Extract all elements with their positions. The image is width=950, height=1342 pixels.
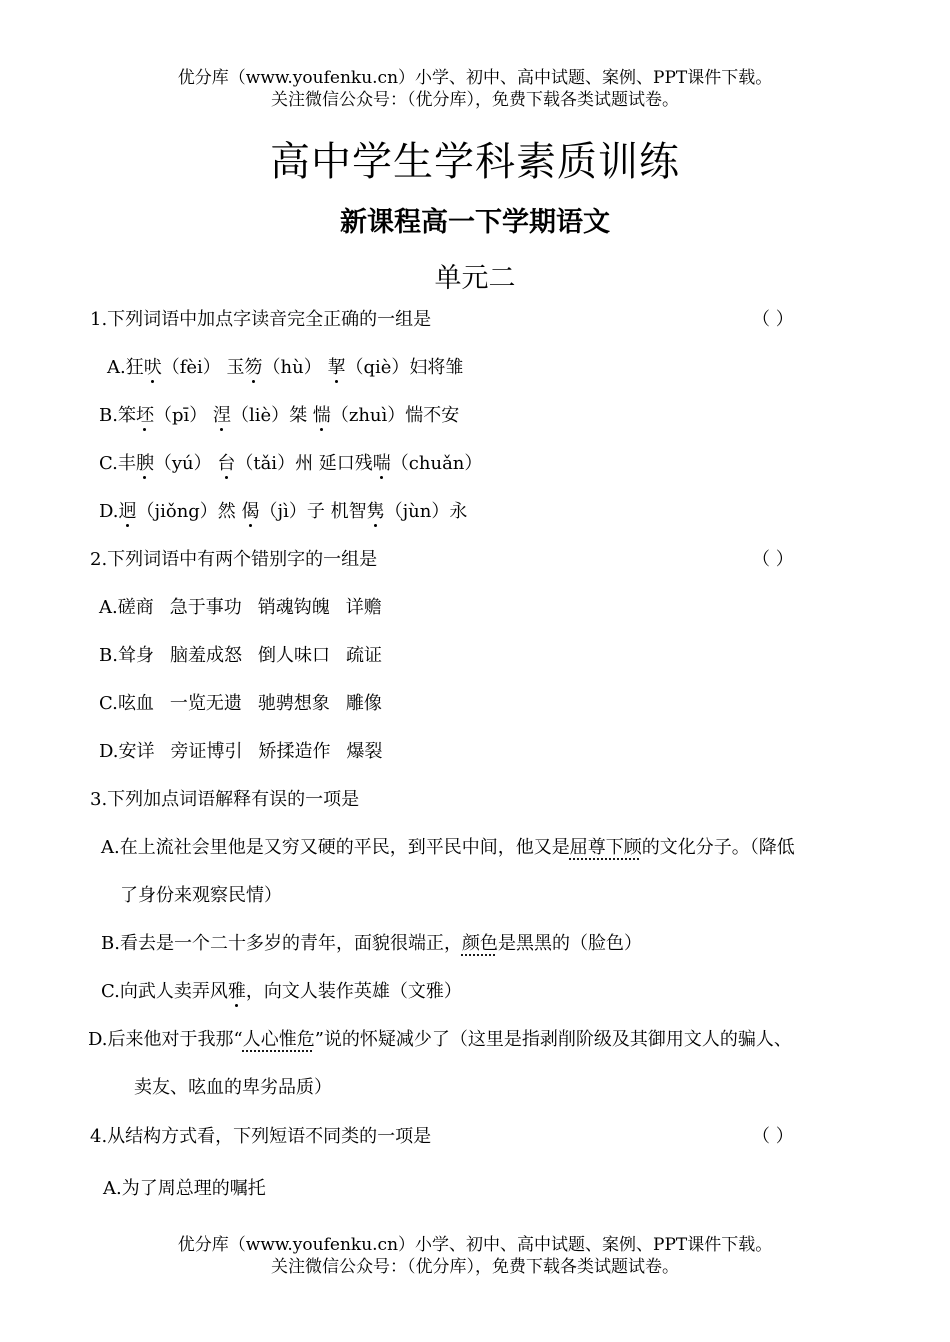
q3-option-d: D.后来他对于我那“人心惟危”说的怀疑减少了（这里是指剥削阶级及其御用文人的骗人、 — [88, 1029, 792, 1050]
header-line-1: 优分库（www.youfenku.cn）小学、初中、高中试题、案例、PPT课件下载。 — [177, 68, 773, 88]
q1-option-a: A.狂吠（fèi） 玉笏（hù） 挈（qiè）妇将雏 — [107, 357, 464, 378]
q1-option-b: B.笨坯（pī） 涅（liè）桀 惴（zhuì）惴不安 — [99, 405, 460, 426]
q1-option-c: C.丰腴（yú） 台（tǎi）州 延口残喘（chuǎn） — [99, 453, 483, 474]
q2-stem: 2.下列词语中有两个错别字的一组是 — [90, 549, 378, 570]
q2-option-d: D.安详 旁证博引 矫揉造作 爆裂 — [99, 741, 383, 762]
q3-option-a-cont: 了身份来观察民情） — [120, 885, 282, 906]
q4-answer-paren: （ ） — [752, 1126, 794, 1147]
q1-option-d: D.迥（jiǒng）然 偈（jì）子 机智隽（jùn）永 — [99, 501, 468, 522]
q3-stem: 3.下列加点词语解释有误的一项是 — [90, 789, 360, 810]
q3-option-c: C.向武人卖弄风雅，向文人装作英雄（文雅） — [101, 981, 462, 1002]
header-line-2: 关注微信公众号：（优分库），免费下载各类试题试卷。 — [271, 90, 679, 110]
footer-line-1: 优分库（www.youfenku.cn）小学、初中、高中试题、案例、PPT课件下载。 — [177, 1235, 773, 1255]
page-title: 高中学生学科素质训练 — [270, 139, 680, 185]
footer-line-2: 关注微信公众号：（优分库），免费下载各类试题试卷。 — [271, 1257, 679, 1277]
q1-answer-paren: （ ） — [752, 309, 794, 330]
q3-option-b: B.看去是一个二十多岁的青年，面貌很端正，颜色是黑黑的（脸色） — [101, 933, 642, 954]
q4-stem: 4.从结构方式看，下列短语不同类的一项是 — [90, 1126, 432, 1147]
q3-option-d-cont: 卖友、呟血的卑劣品质） — [134, 1077, 332, 1098]
q2-answer-paren: （ ） — [752, 549, 794, 570]
q4-option-a: A.为了周总理的嘱托 — [103, 1178, 266, 1199]
q2-option-b: B.耸身 脑羞成怒 倒人味口 疏证 — [99, 645, 382, 666]
q2-option-c: C.呟血 一览无遗 驰骋想象 雕像 — [99, 693, 382, 714]
q3-option-a: A.在上流社会里他是又穷又硬的平民，到平民中间，他又是屈尊下顾的文化分子。（降低 — [101, 837, 795, 858]
page-subtitle: 新课程高一下学期语文 — [340, 207, 610, 238]
q2-option-a: A.磋商 急于事功 销魂钩魄 详赡 — [99, 597, 382, 618]
q1-stem: 1.下列词语中加点字读音完全正确的一组是 — [90, 309, 432, 330]
unit-title: 单元二 — [434, 263, 516, 294]
